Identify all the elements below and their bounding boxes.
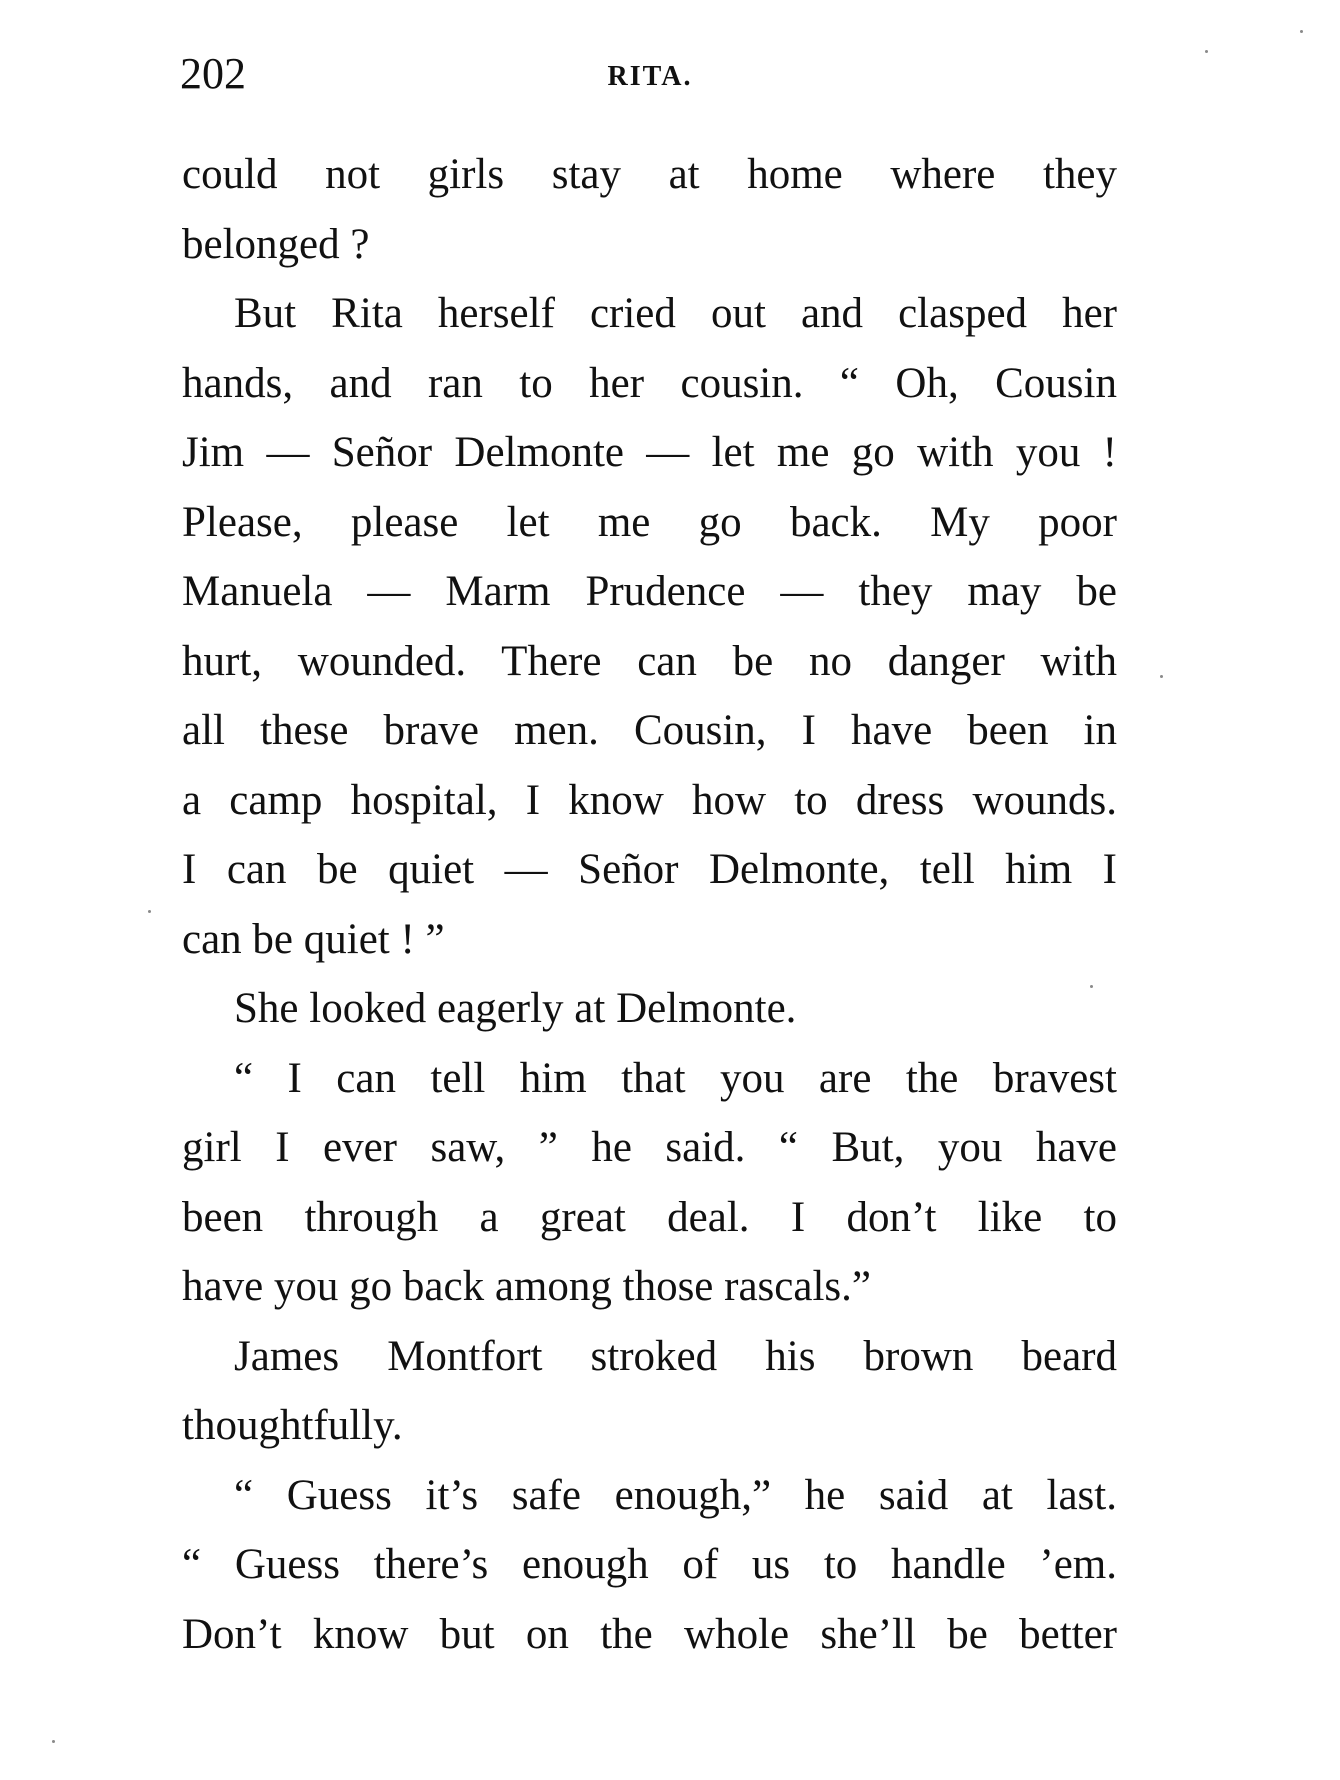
text-line: could not girls stay at home where they <box>182 151 1117 198</box>
text-line: Don’t know but on the whole she’ll be better <box>182 1610 1117 1658</box>
text-line: belonged ? <box>182 220 370 268</box>
paragraph <box>182 1461 1117 1670</box>
text-line: girl I ever saw, ” he said. “ But, you have <box>182 1124 1117 1171</box>
paragraph <box>182 1044 1117 1322</box>
running-title: RITA. <box>607 61 693 92</box>
scan-speck <box>148 910 151 913</box>
scan-speck <box>1205 50 1208 53</box>
text-line: “ Guess it’s safe enough,” he said at last. <box>234 1471 1117 1519</box>
paragraph <box>182 1322 1117 1461</box>
text-line: can be quiet ! ” <box>182 915 445 963</box>
page-number: 202 <box>180 49 246 98</box>
text-line: She looked eagerly at Delmonte. <box>234 985 797 1032</box>
text-line: thoughtfully. <box>182 1402 403 1449</box>
paragraph <box>182 140 1117 279</box>
text-line: hurt, wounded. There can be no danger with <box>182 637 1117 685</box>
text-line: hands, and ran to her cousin. “ Oh, Cousin <box>182 359 1117 407</box>
text-line: have you go back among those rascals.” <box>182 1263 871 1310</box>
text-line: But Rita herself cried out and clasped her <box>234 290 1117 337</box>
paragraph <box>182 279 1117 974</box>
text-line: a camp hospital, I know how to dress wounds. <box>182 776 1117 824</box>
text-line: Please, please let me go back. My poor <box>182 498 1117 546</box>
scan-speck <box>1300 30 1303 33</box>
text-line: “ Guess there’s enough of us to handle ’em. <box>182 1541 1117 1588</box>
text-line: Jim — Señor Delmonte — let me go with you ! <box>182 429 1117 476</box>
text-line: I can be quiet — Señor Delmonte, tell him I <box>182 846 1117 893</box>
page-header <box>180 44 1120 104</box>
scan-speck <box>1160 675 1163 678</box>
paragraph <box>182 974 1117 1044</box>
scan-speck <box>1090 985 1093 988</box>
text-line: all these brave men. Cousin, I have been in <box>182 707 1117 754</box>
text-line: “ I can tell him that you are the bravest <box>234 1054 1117 1102</box>
text-line: Manuela — Marm Prudence — they may be <box>182 568 1117 615</box>
scan-speck <box>52 1740 55 1743</box>
text-line: James Montfort stroked his brown beard <box>234 1332 1117 1380</box>
body-text <box>182 140 1117 1669</box>
text-line: been through a great deal. I don’t like to <box>182 1193 1117 1241</box>
